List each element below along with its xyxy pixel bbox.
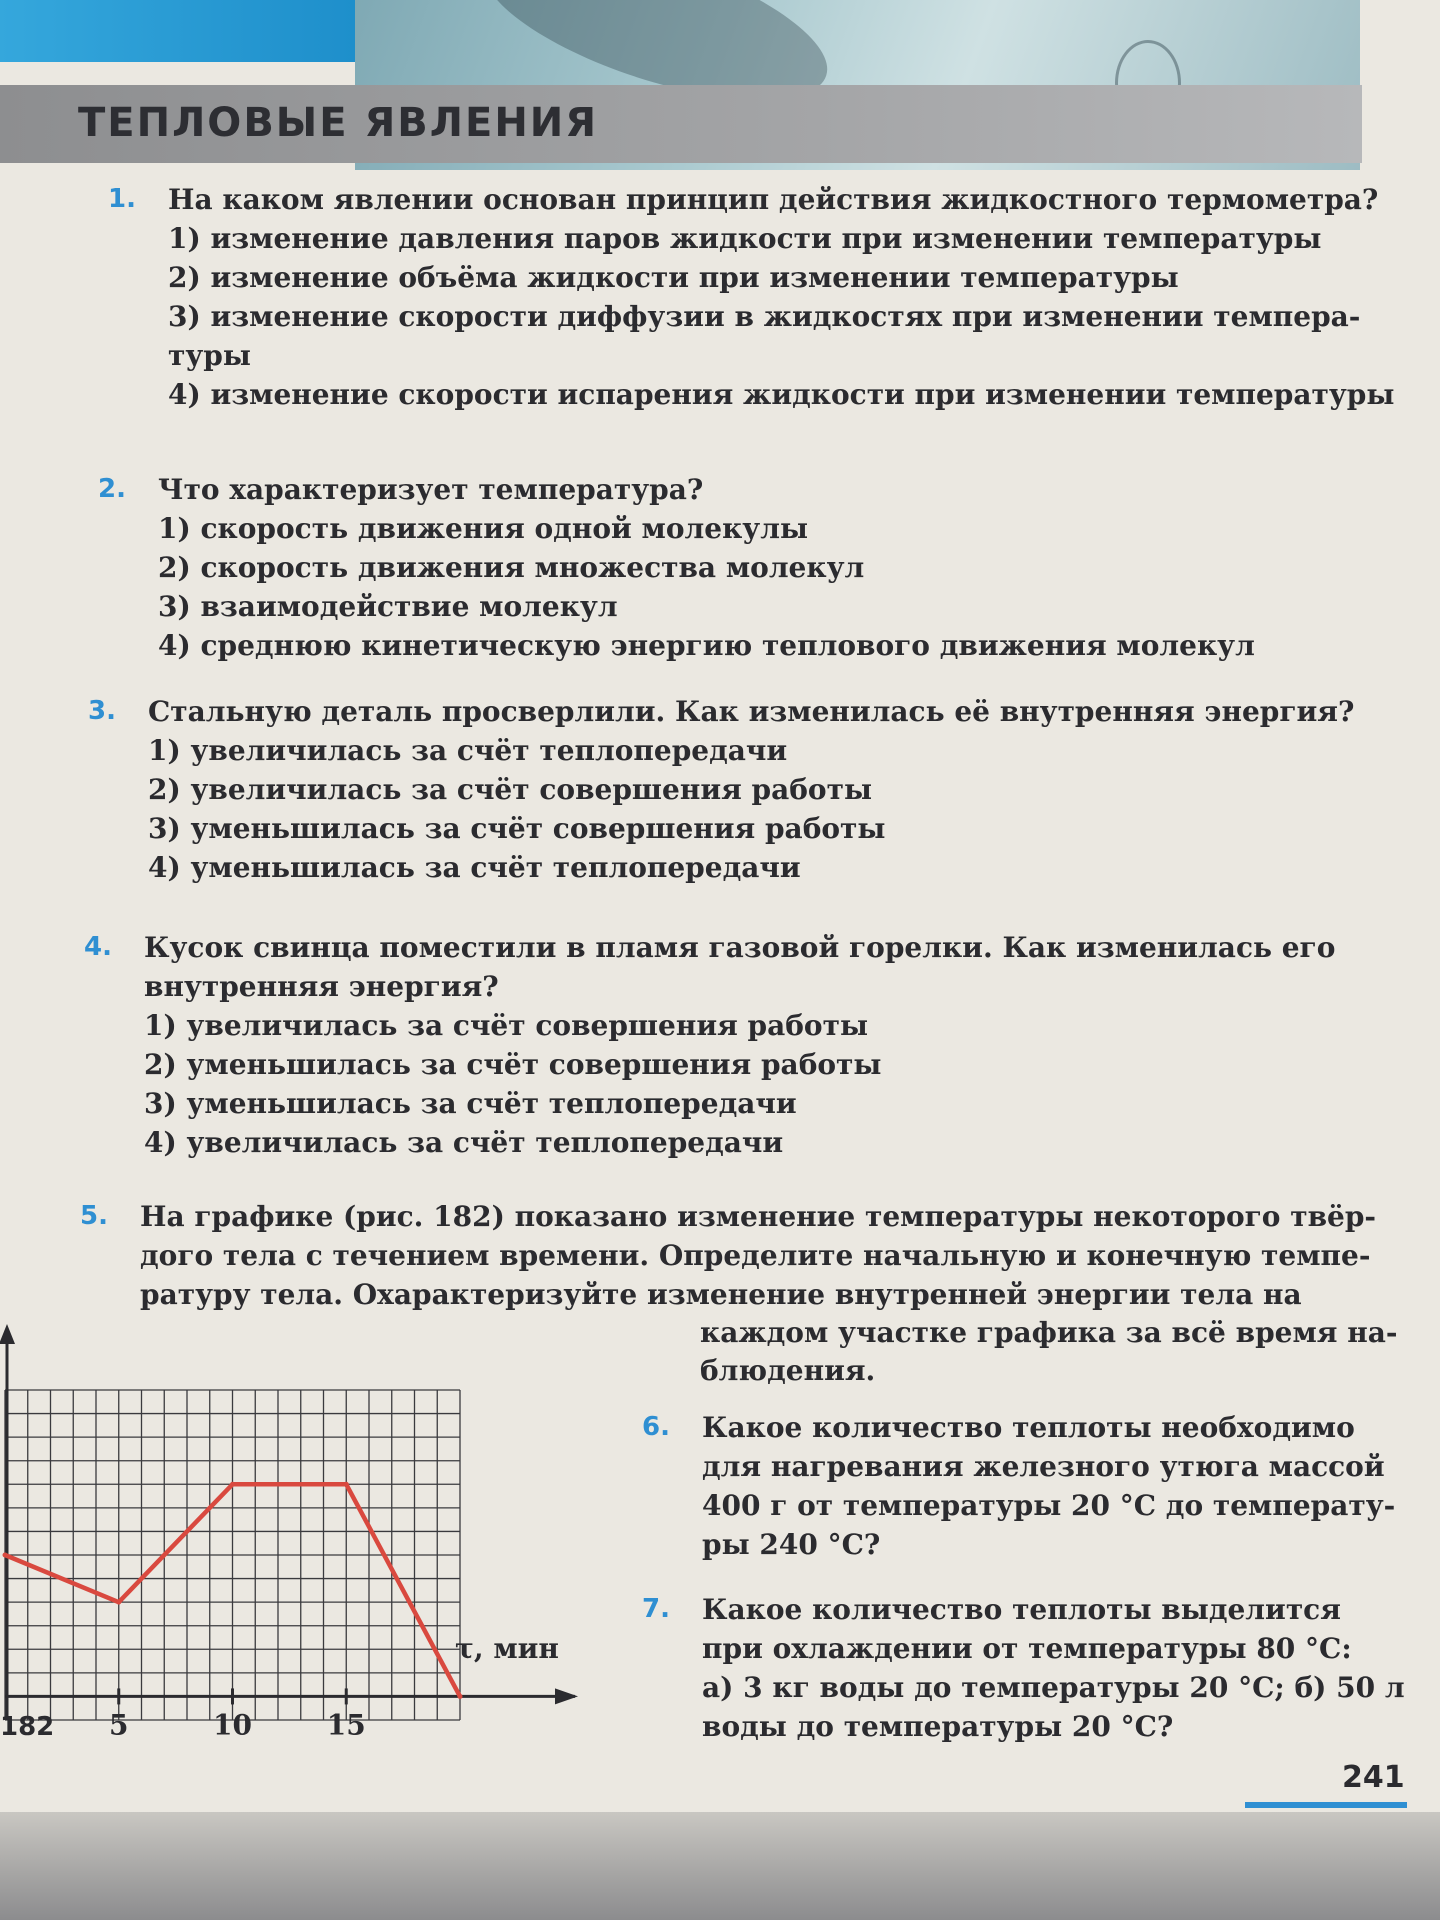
answer-option: 2) увеличилась за счёт совершения работы — [148, 773, 873, 806]
page-number: 241 — [1342, 1760, 1405, 1795]
answer-option: 3) изменение скорости диффузии в жидкостях при изменении темпера- — [168, 300, 1361, 333]
question-stem-line: Какое количество теплоты необходимо — [702, 1411, 1355, 1444]
question-stem-line: Кусок свинца поместили в пламя газовой горелки. Как изменилась его — [144, 931, 1336, 964]
question-3 — [88, 692, 1355, 887]
question-5 — [80, 1197, 1377, 1314]
temperature-time-chart — [0, 1320, 600, 1750]
question-number: 4. — [84, 932, 112, 962]
page-bottom-edge — [0, 1812, 1440, 1920]
question-stem-line: при охлаждении от температуры 80 °С: — [702, 1632, 1352, 1665]
answer-option: 2) уменьшилась за счёт совершения работы — [144, 1048, 882, 1081]
question-number: 1. — [108, 184, 136, 214]
answer-option: 4) среднюю кинетическую энергию теплового движения молекул — [158, 629, 1255, 662]
answer-option: 1) скорость движения одной молекулы — [158, 512, 809, 545]
answer-option: 3) взаимодействие молекул — [158, 590, 618, 623]
question-4 — [84, 928, 1336, 1162]
chart-grid — [5, 1390, 460, 1720]
question-stem-line: На графике (рис. 182) показано изменение температуры некоторого твёр- — [140, 1200, 1377, 1233]
question-7 — [642, 1590, 1405, 1746]
y-axis-arrow — [0, 1324, 15, 1344]
question-stem-line: а) 3 кг воды до температуры 20 °С; б) 50 л — [702, 1671, 1405, 1704]
question-6 — [642, 1408, 1396, 1564]
x-tick-label: 5 — [109, 1708, 129, 1742]
answer-option: 1) увеличилась за счёт теплопередачи — [148, 734, 788, 767]
question-stem-line: блюдения. — [700, 1354, 876, 1387]
answer-option: 2) скорость движения множества молекул — [158, 551, 865, 584]
question-number: 5. — [80, 1201, 108, 1231]
question-stem: На каком явлении основан принцип действия жидкостного термометра? — [168, 183, 1379, 216]
answer-option: 4) уменьшилась за счёт теплопередачи — [148, 851, 801, 884]
data-point — [3, 1553, 8, 1558]
question-stem: Стальную деталь просверлили. Как изменилась её внутренняя энергия? — [148, 695, 1355, 728]
page-number-rule — [1245, 1802, 1407, 1808]
answer-option: 4) изменение скорости испарения жидкости при изменении температуры — [168, 378, 1395, 411]
question-2 — [98, 470, 1255, 665]
answer-option: 3) уменьшилась за счёт теплопередачи — [144, 1087, 797, 1120]
question-stem-line: ры 240 °С? — [702, 1528, 881, 1561]
x-tick-label: 15 — [326, 1708, 366, 1742]
answer-option: 1) увеличилась за счёт совершения работы — [144, 1009, 869, 1042]
question-stem-line: 400 г от температуры 20 °С до температу- — [702, 1489, 1396, 1522]
question-stem-line: воды до температуры 20 °С? — [702, 1710, 1174, 1743]
question-number: 2. — [98, 474, 126, 504]
question-stem-line: каждом участке графика за всё время на- — [700, 1316, 1398, 1349]
section-title: ТЕПЛОВЫЕ ЯВЛЕНИЯ — [78, 100, 599, 146]
figure-label: 182 — [0, 1712, 55, 1742]
question-5-continued — [700, 1314, 1397, 1390]
data-point — [344, 1482, 349, 1487]
question-stem-line: Какое количество теплоты выделится — [702, 1593, 1341, 1626]
question-stem-line: дого тела с течением времени. Определите начальную и конечную темпе- — [140, 1239, 1371, 1272]
question-stem: Что характеризует температура? — [158, 473, 704, 506]
answer-option: 4) увеличилась за счёт теплопередачи — [144, 1126, 784, 1159]
data-point — [230, 1482, 235, 1487]
answer-option: 2) изменение объёма жидкости при изменении температуры — [168, 261, 1179, 294]
answer-option-continued: туры — [168, 339, 251, 372]
data-point — [458, 1694, 463, 1699]
question-stem-line: для нагревания железного утюга массой — [702, 1450, 1385, 1483]
question-number: 3. — [88, 696, 116, 726]
answer-option: 1) изменение давления паров жидкости при изменении температуры — [168, 222, 1322, 255]
question-stem-line: ратуру тела. Охарактеризуйте изменение внутренней энергии тела на — [140, 1278, 1302, 1311]
question-1 — [108, 180, 1395, 414]
x-axis-label: τ, мин — [455, 1632, 559, 1665]
chart-svg — [0, 1320, 600, 1750]
question-number: 6. — [642, 1412, 670, 1442]
question-number: 7. — [642, 1594, 670, 1624]
x-axis-arrow — [555, 1688, 578, 1704]
x-tick-label: 10 — [213, 1708, 252, 1742]
answer-option: 3) уменьшилась за счёт совершения работы — [148, 812, 886, 845]
top-blue-strip — [0, 0, 355, 62]
data-point — [116, 1600, 121, 1605]
question-stem-line: внутренняя энергия? — [144, 970, 499, 1003]
